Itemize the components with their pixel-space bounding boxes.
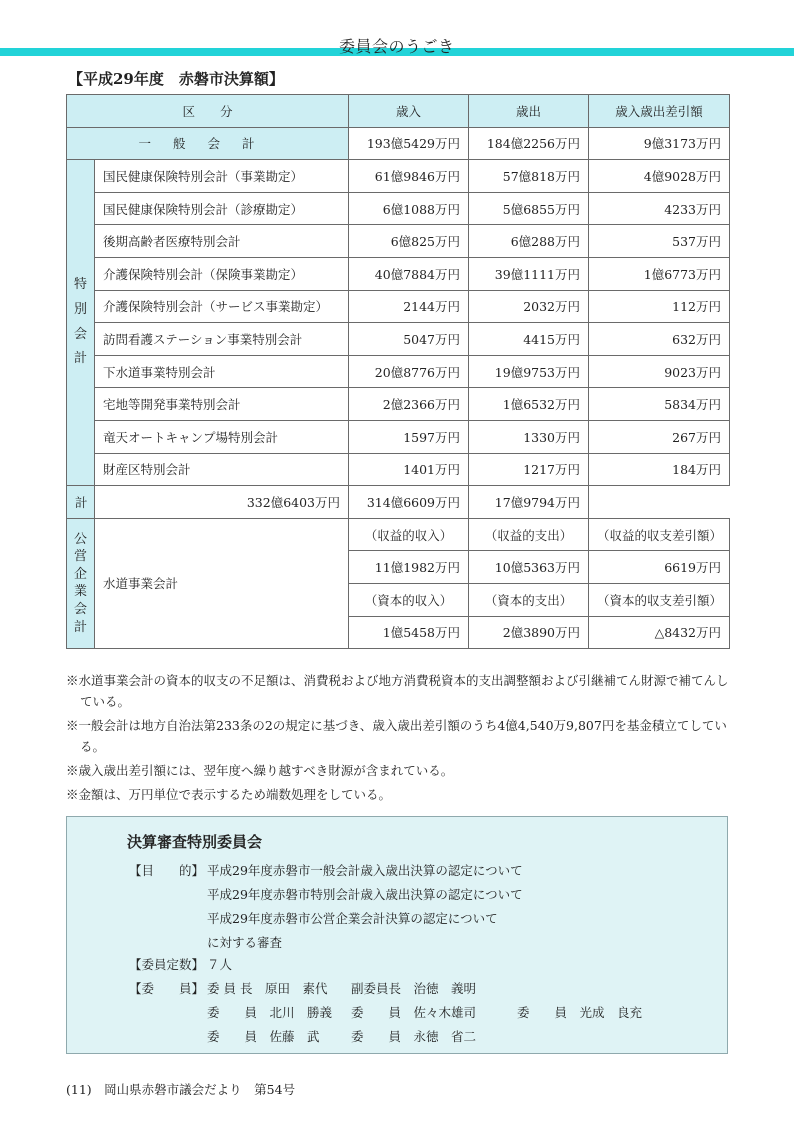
header-income: 歳入 [349,95,469,128]
special-account-row [67,257,730,290]
special-account-income: 5047万円 [349,323,469,356]
group-label-char: 計 [73,619,87,635]
general-difference: 9億3173万円 [589,127,730,160]
special-account-row [67,420,730,453]
committee-box [66,816,728,1054]
member-count-value: ７人 [207,957,233,972]
special-account-expense: 1億6532万円 [469,388,589,421]
special-account-income: 61億9846万円 [349,160,469,193]
general-expense: 184億2256万円 [469,127,589,160]
water-cap-expense-label: （資本的支出） [469,583,589,616]
purpose-line: 平成29年度赤磐市一般会計歳入歳出決算の認定について [207,863,523,878]
special-account-row [67,453,730,486]
special-account-row [67,323,730,356]
special-account-row [67,290,730,323]
table-header-row [67,95,730,128]
special-account-income: 20億8776万円 [349,355,469,388]
members-label: 【委 員】 [129,981,205,996]
member-entry: 委 員 北川 勝義 [207,1005,333,1020]
special-account-name: 財産区特別会計 [95,453,349,486]
notes [66,670,738,808]
note-item: ※水道事業会計の資本的収支の不足額は、消費税および地方消費税資本的支出調整額および引継補てん財源で補てんしている。 [66,673,729,709]
special-account-income: 6億825万円 [349,225,469,258]
group-label-char: 会 [73,601,87,617]
special-account-name: 竜天オートキャンプ場特別会計 [95,420,349,453]
special-account-income: 40億7884万円 [349,257,469,290]
special-total-row [67,486,730,519]
group-label-char: 会 [73,326,87,342]
group-label-char: 業 [73,584,87,600]
note-item: ※一般会計は地方自治法第233条の2の規定に基づき、歳入歳出差引額のうち4億4,540万9,807円を基金積立てしている。 [66,718,727,754]
purpose-line: に対する審査 [207,935,283,950]
note-item: ※歳入歳出差引額には、翌年度へ繰り越すべき財源が含まれている。 [66,763,454,778]
special-total-label: 計 [67,486,95,519]
special-account-row [67,225,730,258]
water-rev-income-label: （収益的収入） [349,518,469,551]
member-entry: 委 員 永徳 省二 [351,1029,477,1044]
water-cap-expense: 2億3890万円 [469,616,589,649]
water-rev-income: 11億1982万円 [349,551,469,584]
special-account-name: 訪問看護ステーション事業特別会計 [95,323,349,356]
special-account-row [67,355,730,388]
group-label-char: 営 [73,549,87,565]
water-rev-diff: 6619万円 [589,551,730,584]
special-account-name: 介護保険特別会計（サービス事業勘定） [95,290,349,323]
water-rev-diff-label: （収益的収支差引額） [589,518,730,551]
special-account-difference: 632万円 [589,323,730,356]
water-row-1 [67,518,730,551]
member-entry: 委 員 佐藤 武 [207,1029,320,1044]
special-account-expense: 2032万円 [469,290,589,323]
special-account-expense: 1217万円 [469,453,589,486]
special-account-income: 1597万円 [349,420,469,453]
special-account-name: 介護保険特別会計（保険事業勘定） [95,257,349,290]
special-account-difference: 1億6773万円 [589,257,730,290]
special-account-expense: 39億1111万円 [469,257,589,290]
special-account-expense: 1330万円 [469,420,589,453]
group-label-char: 公 [73,531,87,547]
water-account-name: 水道事業会計 [95,518,349,648]
special-total-difference: 17億9794万円 [469,486,589,519]
special-account-income: 6億1088万円 [349,192,469,225]
member-entry: 副委員長 治徳 義明 [351,981,477,996]
purpose-line: 平成29年度赤磐市特別会計歳入歳出決算の認定について [207,887,523,902]
group-label-char: 計 [73,351,87,367]
special-total-income: 332億6403万円 [95,486,349,519]
water-rev-expense-label: （収益的支出） [469,518,589,551]
special-account-row [67,160,730,193]
special-account-income: 1401万円 [349,453,469,486]
member-entry: 委 員 佐々木雄司 [351,1005,477,1020]
special-account-row [67,192,730,225]
water-cap-diff-label: （資本的収支差引額） [589,583,730,616]
page-header-title: 委員会のうごき [339,37,455,56]
member-count-label: 【委員定数】 [129,957,205,972]
note-item: ※金額は、万円単位で表示するため端数処理をしている。 [66,787,392,802]
general-income: 193億5429万円 [349,127,469,160]
settlement-table [66,94,730,649]
water-cap-diff: △8432万円 [589,616,730,649]
member-entry: 委 員 長 原田 素代 [207,981,328,996]
special-account-name: 後期高齢者医療特別会計 [95,225,349,258]
general-account-label: 一般会計 [67,127,349,160]
special-account-name: 宅地等開発事業特別会計 [95,388,349,421]
public-enterprise-group-label [67,518,95,648]
special-account-expense: 5億6855万円 [469,192,589,225]
committee-title: 決算審査特別委員会 [127,833,263,851]
special-account-name: 国民健康保険特別会計（診療勘定） [95,192,349,225]
header-difference: 歳入歳出差引額 [589,95,730,128]
special-account-expense: 4415万円 [469,323,589,356]
special-total-expense: 314億6609万円 [349,486,469,519]
special-account-name: 下水道事業特別会計 [95,355,349,388]
section-title: 【平成29年度 赤磐市決算額】 [68,70,284,88]
water-cap-income: 1億5458万円 [349,616,469,649]
group-label-char: 特 [73,277,87,293]
page-footer: (11) 岡山県赤磐市議会だより 第54号 [66,1082,296,1097]
general-account-row [67,127,730,160]
group-label-char: 別 [73,301,87,317]
special-account-expense: 6億288万円 [469,225,589,258]
special-account-income: 2144万円 [349,290,469,323]
special-account-difference: 184万円 [589,453,730,486]
header-expense: 歳出 [469,95,589,128]
special-accounts-group-label [67,160,95,486]
water-rev-expense: 10億5363万円 [469,551,589,584]
water-cap-income-label: （資本的収入） [349,583,469,616]
purpose-label: 【目 的】 [129,863,205,878]
purpose-line: 平成29年度赤磐市公営企業会計決算の認定について [207,911,498,926]
special-account-name: 国民健康保険特別会計（事業勘定） [95,160,349,193]
header-category: 区 分 [67,95,349,128]
special-account-difference: 4233万円 [589,192,730,225]
special-account-difference: 112万円 [589,290,730,323]
group-label-char: 企 [73,566,87,582]
special-account-income: 2億2366万円 [349,388,469,421]
special-account-difference: 537万円 [589,225,730,258]
member-entry: 委 員 光成 良充 [517,1005,643,1020]
special-account-expense: 19億9753万円 [469,355,589,388]
special-account-row [67,388,730,421]
special-account-difference: 9023万円 [589,355,730,388]
special-account-difference: 4億9028万円 [589,160,730,193]
special-account-expense: 57億818万円 [469,160,589,193]
special-account-difference: 267万円 [589,420,730,453]
special-account-difference: 5834万円 [589,388,730,421]
